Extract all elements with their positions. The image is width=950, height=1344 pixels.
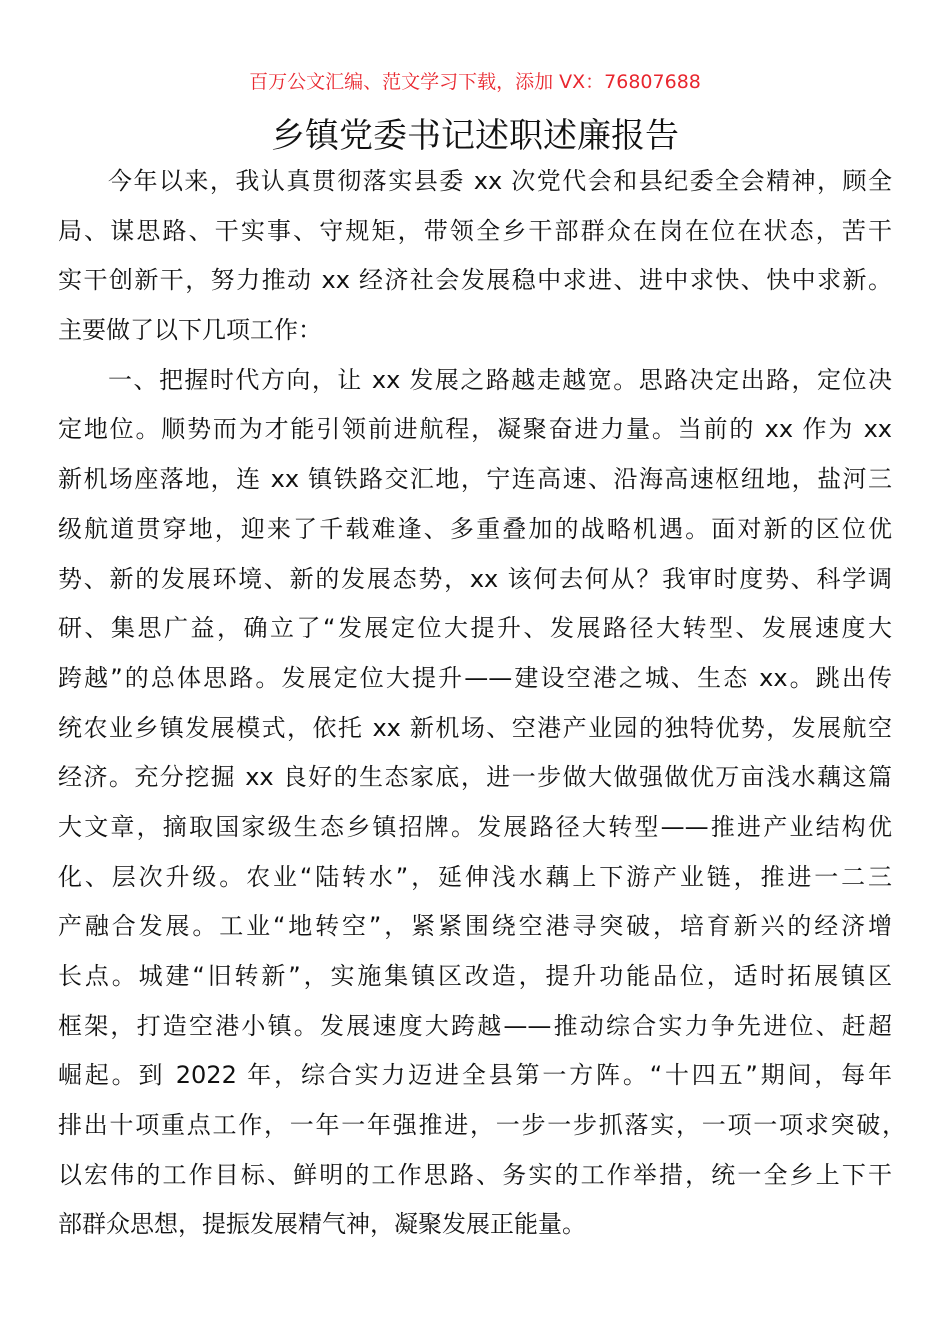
text-line: 主要做了以下几项工作：: [58, 316, 322, 345]
text-line: 今年以来，我认真贯彻落实县委 xx 次党代会和县纪委全会精神，顾全: [108, 167, 892, 195]
document-body: [58, 160, 906, 1253]
text-line: 新机场座落地，连 xx 镇铁路交汇地，宁连高速、沿海高速枢纽地，盐河三: [58, 465, 892, 494]
text-line: 实干创新干，努力推动 xx 经济社会发展稳中求进、进中求快、快中求新。: [58, 266, 892, 295]
text-line: 化、层次升级。农业“陆转水”，延伸浅水藕上下游产业链，推进一二三: [58, 862, 892, 891]
text-line: 统农业乡镇发展模式，依托 xx 新机场、空港产业园的独特优势，发展航空: [58, 713, 892, 742]
text-line: 研、集思广益，确立了“发展定位大提升、发展路径大转型、发展速度大: [58, 614, 892, 643]
text-line: 级航道贯穿地，迎来了千载难逢、多重叠加的战略机遇。面对新的区位优: [58, 514, 892, 543]
paragraph-section-one: [58, 359, 906, 1253]
text-line: 大文章，摘取国家级生态乡镇招牌。发展路径大转型——推进产业结构优: [58, 812, 892, 841]
text-line: 崛起。到 2022 年，综合实力迈进全县第一方阵。“十四五”期间，每年: [58, 1061, 892, 1090]
document-title: 乡镇党委书记述职述廉报告: [271, 116, 679, 156]
text-line: 一、把握时代方向，让 xx 发展之路越走越宽。思路决定出路，定位决: [108, 365, 892, 394]
text-line: 产融合发展。工业“地转空”，紧紧围绕空港寻突破，培育新兴的经济增: [58, 912, 892, 941]
text-line: 经济。充分挖掘 xx 良好的生态家底，进一步做大做强做优万亩浅水藕这篇: [58, 763, 892, 792]
text-line: 长点。城建“旧转新”，实施集镇区改造，提升功能品位，适时拓展镇区: [58, 962, 892, 990]
text-line: 以宏伟的工作目标、鲜明的工作思路、务实的工作举措，统一全乡上下干: [58, 1160, 892, 1189]
text-line: 排出十项重点工作，一年一年强推进，一步一步抓落实，一项一项求突破，: [58, 1111, 906, 1140]
text-line: 局、谋思路、干实事、守规矩，带领全乡干部群众在岗在位在状态，苦干: [58, 216, 892, 245]
watermark-header: 百万公文汇编、范文学习下载，添加 VX：76807688: [249, 71, 701, 93]
text-line: 势、新的发展环境、新的发展态势，xx 该何去何从？我审时度势、科学调: [58, 564, 892, 593]
paragraph-intro: [58, 160, 892, 359]
text-line: 跨越”的总体思路。发展定位大提升——建设空港之城、生态 xx。跳出传: [58, 663, 892, 692]
text-line: 部群众思想，提振发展精气神，凝聚发展正能量。: [58, 1210, 586, 1239]
text-line: 定地位。顺势而为才能引领前进航程，凝聚奋进力量。当前的 xx 作为 xx: [58, 415, 892, 444]
text-line: 框架，打造空港小镇。发展速度大跨越——推动综合实力争先进位、赶超: [58, 1011, 892, 1040]
